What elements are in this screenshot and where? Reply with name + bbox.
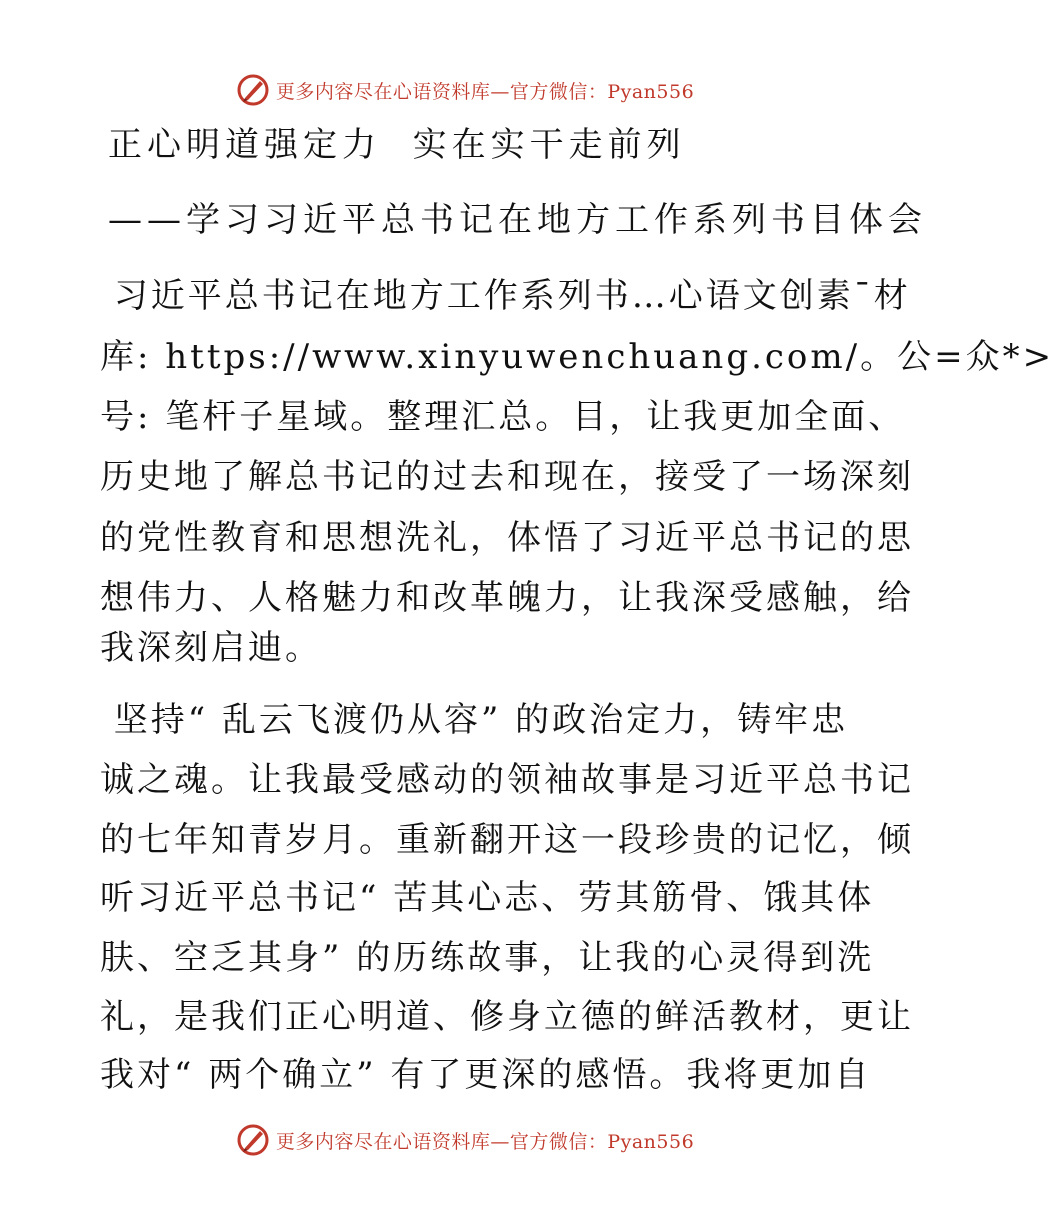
paragraph-line: 坚持“ 乱云飞渡仍从容” 的政治定力，铸牢忠 bbox=[100, 700, 849, 740]
pen-logo-icon bbox=[236, 1123, 270, 1157]
paragraph-line: 我深刻启迪。 bbox=[100, 628, 322, 668]
paragraph-line: 库: https://www.xinyuwenchuang.com/。公=众*> bbox=[100, 337, 1054, 377]
paragraph-line: 的党性教育和思想洗礼，体悟了习近平总书记的思 bbox=[100, 518, 914, 558]
paragraph-line: 肤、空乏其身” 的历练故事，让我的心灵得到洗 bbox=[100, 938, 875, 978]
paragraph-line: 的七年知青岁月。重新翻开这一段珍贵的记忆，倾 bbox=[100, 820, 914, 860]
footer-banner bbox=[0, 1120, 950, 1160]
pen-logo-icon bbox=[236, 73, 270, 107]
paragraph-line: 习近平总书记在地方工作系列书…心语文创素¯材 bbox=[100, 276, 911, 316]
paragraph-line: 号: 笔杆子星域。整理汇总。目，让我更加全面、 bbox=[100, 397, 906, 437]
footer-banner-text: 更多内容尽在心语资料库—官方微信：Pyan556 bbox=[275, 1130, 695, 1153]
page-title: 正心明道强定力 实在实干走前列 bbox=[108, 125, 686, 165]
paragraph-line: 听习近平总书记“ 苦其心志、劳其筋骨、饿其体 bbox=[100, 878, 875, 918]
paragraph-line: 礼，是我们正心明道、修身立德的鲜活教材，更让 bbox=[100, 997, 914, 1037]
paragraph-line: 历史地了解总书记的过去和现在，接受了一场深刻 bbox=[100, 457, 914, 497]
header-banner-text: 更多内容尽在心语资料库—官方微信：Pyan556 bbox=[275, 80, 695, 103]
page-subtitle: ——学习习近平总书记在地方工作系列书目体会 bbox=[108, 200, 927, 240]
paragraph-line: 诚之魂。让我最受感动的领袖故事是习近平总书记 bbox=[100, 760, 914, 800]
header-banner bbox=[0, 70, 950, 110]
paragraph-line: 我对“ 两个确立” 有了更深的感悟。我将更加自 bbox=[100, 1055, 872, 1095]
paragraph-line: 想伟力、人格魅力和改革魄力，让我深受感触，给 bbox=[100, 578, 914, 618]
